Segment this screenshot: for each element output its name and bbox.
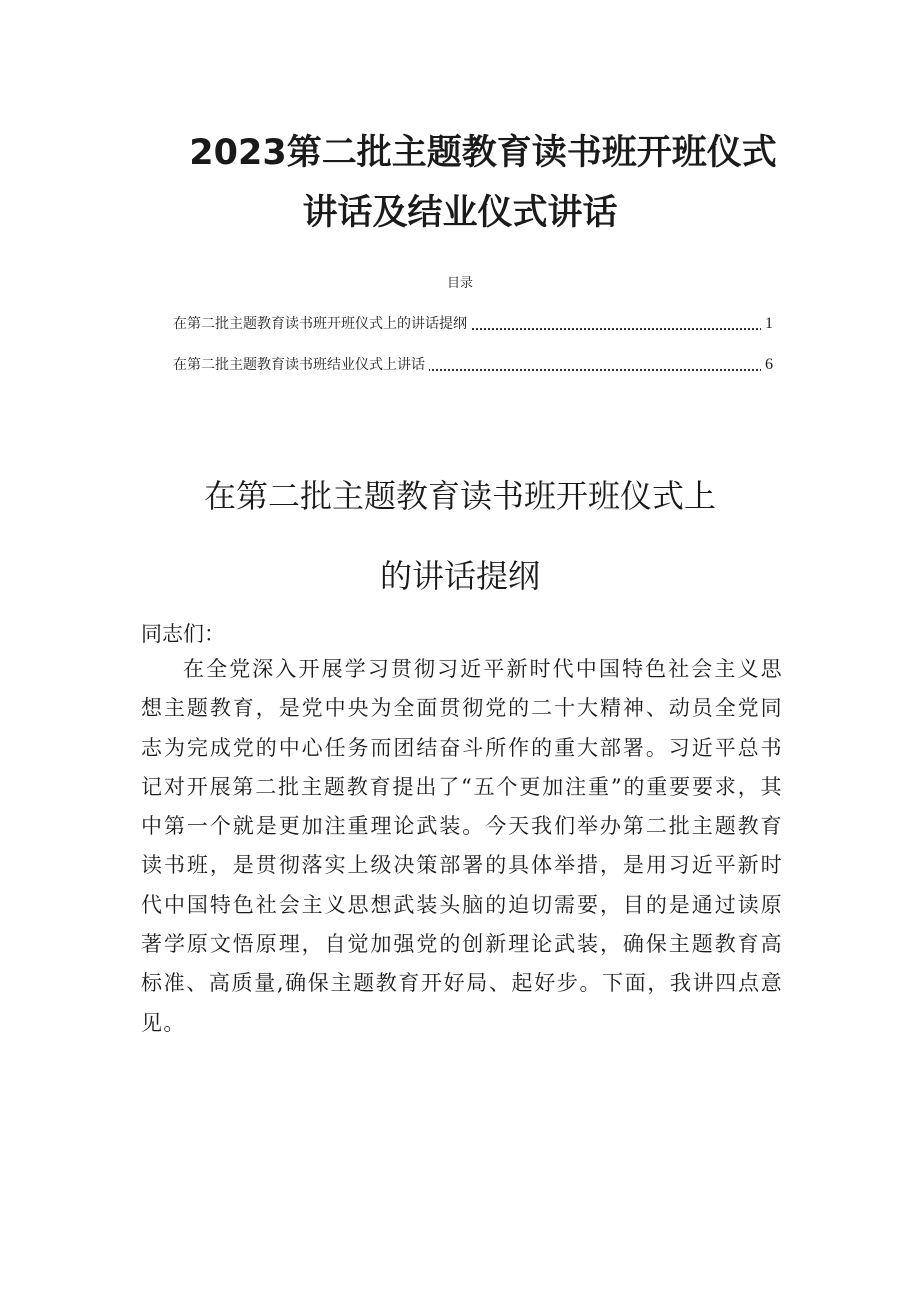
toc-entry-text: 在第二批主题教育读书班开班仪式上的讲话提纲 (173, 314, 471, 334)
document-title-line1: 2023第二批主题教育读书班开班仪式 (189, 133, 777, 173)
toc-entry[interactable] (173, 355, 773, 375)
body-paragraph: 在全党深入开展学习贯彻习近平新时代中国特色社会主义思想主题教育，是党中央为全面贯彻党的二十大精神、动员全党同志为完成党的中心任务而团结奋斗所作的重大部署。习近平总书记对开展第二批主题教育提出了“五个更加注重”的重要要求，其中第一个就是更加注重理论武装。今天我们举办第二批主题教育读书班，是贯彻落实上级决策部署的具体举措，是用习近平新时代中国特色社会主义思想武装头脑的迫切需要，目的是通过读原著学原文悟原理，自觉加强党的创新理论武装，确保主题教育高标准、高质量,确保主题教育开好局、起好步。下面，我讲四点意见。 (141, 657, 783, 1035)
toc-heading: 目录 (446, 276, 473, 291)
toc-entry-text: 在第二批主题教育读书班结业仪式上讲话 (173, 355, 429, 375)
section-title-line1: 在第二批主题教育读书班开班仪式上 (203, 477, 716, 515)
document-title-line2: 讲话及结业仪式讲话 (302, 193, 618, 233)
section-title-line2: 的讲话提纲 (379, 557, 540, 595)
toc-entry[interactable] (173, 314, 773, 334)
toc-entry-page: 6 (761, 355, 773, 375)
toc-entry-page: 1 (761, 314, 773, 334)
salutation: 同志们： (141, 622, 225, 646)
